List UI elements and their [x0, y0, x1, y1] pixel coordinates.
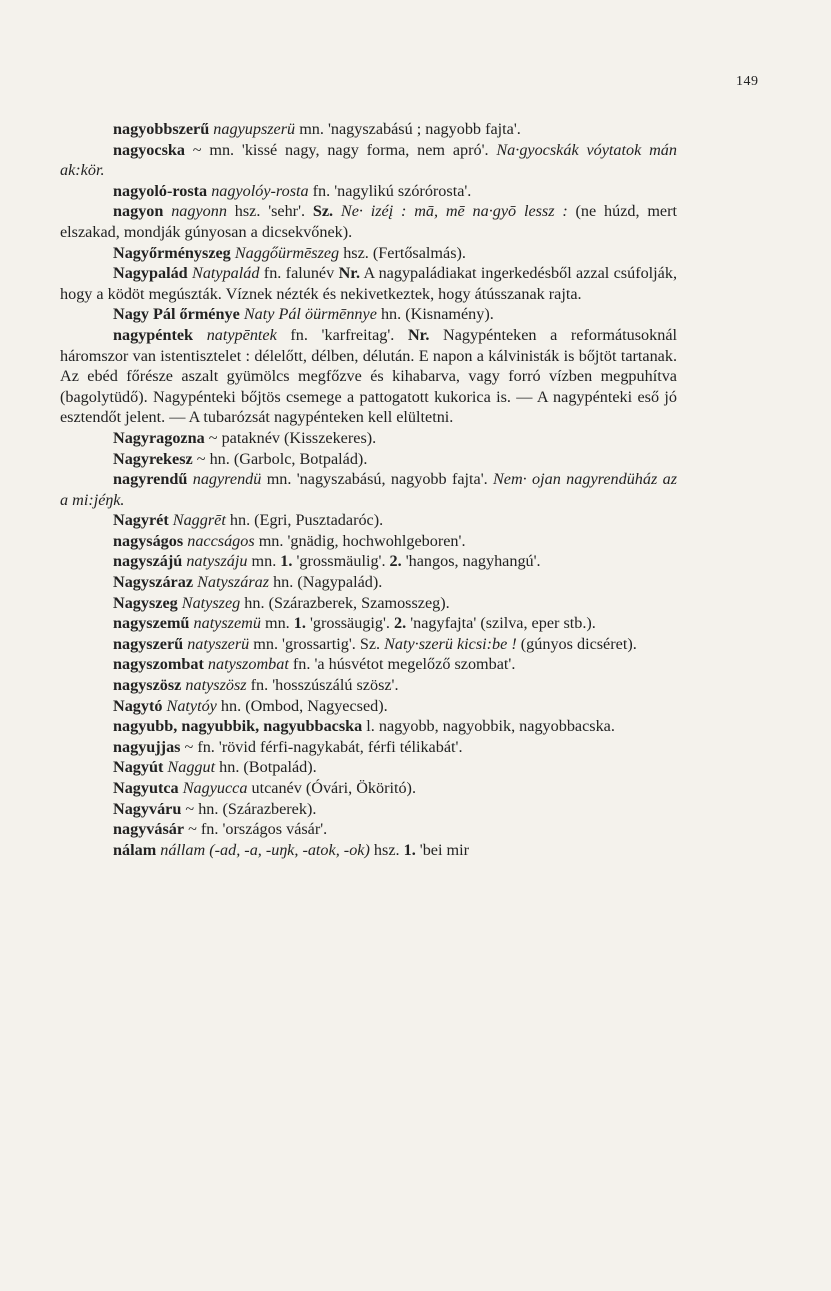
entry-text: fn. 'karfreitag'.: [276, 325, 408, 344]
dialect-form: natypēntek: [206, 325, 277, 344]
dictionary-entry: [60, 243, 677, 264]
entry-text: hn. (Nagypalád).: [269, 573, 383, 592]
entry-text: ~ pataknév (Kisszekeres).: [204, 428, 377, 447]
dialect-form: nagyonn: [171, 202, 227, 221]
dictionary-entry: [60, 778, 677, 799]
entry-text: mn. 'gnädig, hochwohlgeboren'.: [254, 531, 466, 550]
headword: Nagyrét: [113, 511, 169, 530]
headword: Nagyszáraz: [113, 573, 194, 592]
headword: 2.: [389, 552, 402, 571]
dialect-form: nagyrendü: [192, 470, 262, 489]
dictionary-entry: [60, 675, 677, 696]
dictionary-entry: [60, 613, 677, 634]
entry-text: ~ mn. 'kissé nagy, nagy forma, nem apró'.: [184, 140, 497, 159]
headword: Sz.: [312, 202, 334, 221]
headword: nagyvásár: [113, 820, 185, 839]
entry-text: hn. (Szárazberek, Szamosszeg).: [240, 593, 450, 612]
entry-text: fn. falunév: [259, 264, 339, 283]
headword: Nagy Pál őrménye: [113, 305, 240, 324]
headword: nagyobbszerű: [113, 120, 210, 138]
dictionary-entry: [60, 119, 677, 140]
entry-text: 'grossmäulig'.: [292, 552, 390, 571]
headword: nagyujjas: [113, 737, 181, 756]
headword: Nagyváru: [113, 799, 182, 818]
dialect-form: natyszösz: [185, 676, 247, 695]
entry-text: hn. (Kisnamény).: [376, 305, 494, 324]
dialect-form: nagyolóy-rosta: [211, 181, 309, 200]
entry-text: fn. 'nagylikú szórórosta'.: [308, 181, 472, 200]
headword: nagyszombat: [113, 655, 204, 674]
headword: 1.: [293, 614, 306, 633]
entry-text: ~ hn. (Garbolc, Botpalád).: [192, 449, 368, 468]
dialect-form: natyszombat: [207, 655, 289, 674]
entry-text: mn. 'nagyszabású, nagyobb fajta'.: [261, 470, 493, 489]
dictionary-entry: [60, 510, 677, 531]
entry-text: fn. 'a húsvétot megelőző szombat'.: [288, 655, 516, 674]
entry-text: utcanév (Óvári, Ököritó).: [247, 779, 416, 797]
entry-text: 'grossäugig'.: [305, 614, 395, 633]
dictionary-entry: [60, 469, 677, 510]
dictionary-entry: [60, 737, 677, 758]
entry-text: 'nagyfajta' (szilva, eper stb.).: [406, 614, 596, 633]
entry-text: Nagypénteken a reformátusoknál háromszor van istentisztelet : délelőtt, délben, délután. E napon a kálvinisták is bőjtöt tartanak. Az ebéd főrésze aszalt gyümölcs megfőzve és kihabarva, vagy forró vízben megpuhítva (bagolytüdő). Nagypénteki bőjtös csemege a pattogatott kukorica is. — A nagypénteki eső jó esztendőt jelent. — A tubarózsát nagypénteken kell elültetni.: [60, 325, 678, 427]
entry-text: hsz. 'sehr'.: [226, 202, 313, 221]
headword: Nagyőrményszeg: [113, 243, 231, 262]
dictionary-entry: [60, 634, 677, 655]
dialect-form: Naggőürmēszeg: [234, 243, 340, 262]
dictionary-entry: [60, 799, 677, 820]
entry-text: A nagypaládiakat ingerkedésből azzal csúfolják, hogy a ködöt megúszták. Víznek nézték és nekivetkeztek, hogy átússzanak rajta.: [60, 264, 677, 303]
entry-text: l. nagyobb, nagyobbik, nagyobbacska.: [362, 717, 615, 736]
entry-text: [193, 326, 207, 344]
dialect-form: Ne· izéį : mā, mē na·gyō lessz :: [340, 202, 568, 221]
dictionary-entry: [60, 304, 677, 325]
dictionary-entry: [60, 840, 677, 861]
entry-text: (ne húzd, mert elszakad, mondják gúnyosan a dicsekvőnek).: [60, 202, 677, 241]
dictionary-entry: [60, 819, 677, 840]
headword: Nr.: [407, 325, 430, 344]
entry-text: mn.: [247, 552, 281, 571]
headword: nagyrendű: [113, 470, 188, 489]
entry-text: ~ hn. (Szárazberek).: [181, 799, 317, 818]
headword: nagyszájú: [113, 552, 183, 571]
dialect-form: nagyupszerü: [213, 120, 296, 138]
dialect-form: Nagyucca: [182, 779, 248, 797]
headword: 1.: [280, 552, 293, 571]
headword: nagyon: [113, 202, 164, 221]
dialect-form: natyszáju: [186, 552, 248, 571]
headword: 2.: [394, 614, 407, 633]
headword: Nagyút: [113, 758, 164, 777]
dictionary-entry: [60, 572, 677, 593]
dictionary-entry: [60, 263, 677, 304]
headword: nagyocska: [113, 140, 185, 159]
dictionary-entry: [60, 531, 677, 552]
entry-text: mn.: [260, 614, 294, 633]
dialect-form: Naty Pál öürmēnnye: [243, 305, 377, 324]
dictionary-entries: [60, 119, 677, 860]
headword: nagyságos: [113, 531, 184, 550]
dialect-form: natyszemü: [193, 614, 261, 633]
entry-text: hn. (Ombod, Nagyecsed).: [216, 696, 388, 715]
dictionary-entry: [60, 449, 677, 470]
dictionary-entry: [60, 181, 677, 202]
headword: Nagyragozna: [113, 428, 205, 447]
dialect-form: Na·gyocskák vóytatok mán ak:kör.: [60, 140, 677, 180]
dictionary-entry: [60, 593, 677, 614]
headword: Nagyrekesz: [113, 449, 193, 468]
dialect-form: natyszerü: [187, 634, 250, 653]
entry-text: mn. 'grossartig'. Sz.: [249, 634, 385, 653]
headword: nagypéntek: [113, 325, 194, 344]
dialect-form: Natyszeg: [181, 593, 241, 612]
headword: nagyoló-rosta: [113, 181, 208, 200]
page-number: 149: [736, 74, 759, 89]
headword: Nagyszeg: [113, 593, 178, 612]
entry-text: mn. 'nagyszabású ; nagyobb fajta'.: [295, 120, 521, 138]
dictionary-entry: [60, 716, 677, 737]
headword: nálam: [113, 840, 157, 859]
entry-text: hn. (Egri, Pusztadaróc).: [225, 511, 384, 530]
dialect-form: Natypalád: [192, 264, 260, 283]
entry-text: 'hangos, nagyhangú'.: [401, 552, 541, 571]
dictionary-entry: [60, 551, 677, 572]
dialect-form: Naty·szerü kicsi:be !: [384, 634, 517, 653]
dialect-form: nállam (-ad, -a, -uŋk, -atok, -ok): [160, 840, 370, 859]
entry-text: fn. 'hosszúszálú szösz'.: [246, 676, 399, 695]
entry-text: 'bei mir: [415, 840, 469, 859]
headword: Nagypalád: [113, 264, 188, 283]
headword: Nagyutca: [113, 779, 179, 797]
dialect-form: Naggut: [167, 758, 216, 777]
entry-text: ~ fn. 'országos vásár'.: [184, 820, 328, 839]
headword: nagyszösz: [113, 676, 182, 695]
dialect-form: Natyszáraz: [197, 573, 270, 592]
headword: Nr.: [338, 264, 360, 283]
entry-text: [333, 202, 341, 220]
entry-text: hsz. (Fertősalmás).: [339, 243, 466, 262]
dictionary-entry: [60, 140, 677, 181]
entry-text: (gúnyos dicséret).: [516, 634, 637, 653]
headword: 1.: [403, 840, 416, 859]
dialect-form: Natytóy: [166, 696, 217, 715]
headword: nagyubb, nagyubbik, nagyubbacska: [113, 717, 363, 736]
headword: Nagytó: [113, 696, 163, 715]
dialect-form: naccságos: [187, 531, 255, 550]
dictionary-entry: [60, 654, 677, 675]
entry-text: hsz.: [369, 840, 404, 859]
dictionary-entry: [60, 757, 677, 778]
entry-text: ~ fn. 'rövid férfi-nagykabát, férfi télikabát'.: [180, 737, 463, 756]
dialect-form: Nem· ojan nagyrendüház az a mi:jéŋk.: [60, 470, 678, 509]
dictionary-entry: [60, 428, 677, 449]
dictionary-entry: [60, 696, 677, 717]
dictionary-entry: [60, 201, 677, 242]
headword: nagyszerű: [113, 634, 184, 653]
entry-text: hn. (Botpalád).: [215, 758, 317, 777]
headword: nagyszemű: [113, 614, 190, 633]
dialect-form: Naggrēt: [172, 511, 226, 530]
dictionary-entry: [60, 325, 677, 428]
